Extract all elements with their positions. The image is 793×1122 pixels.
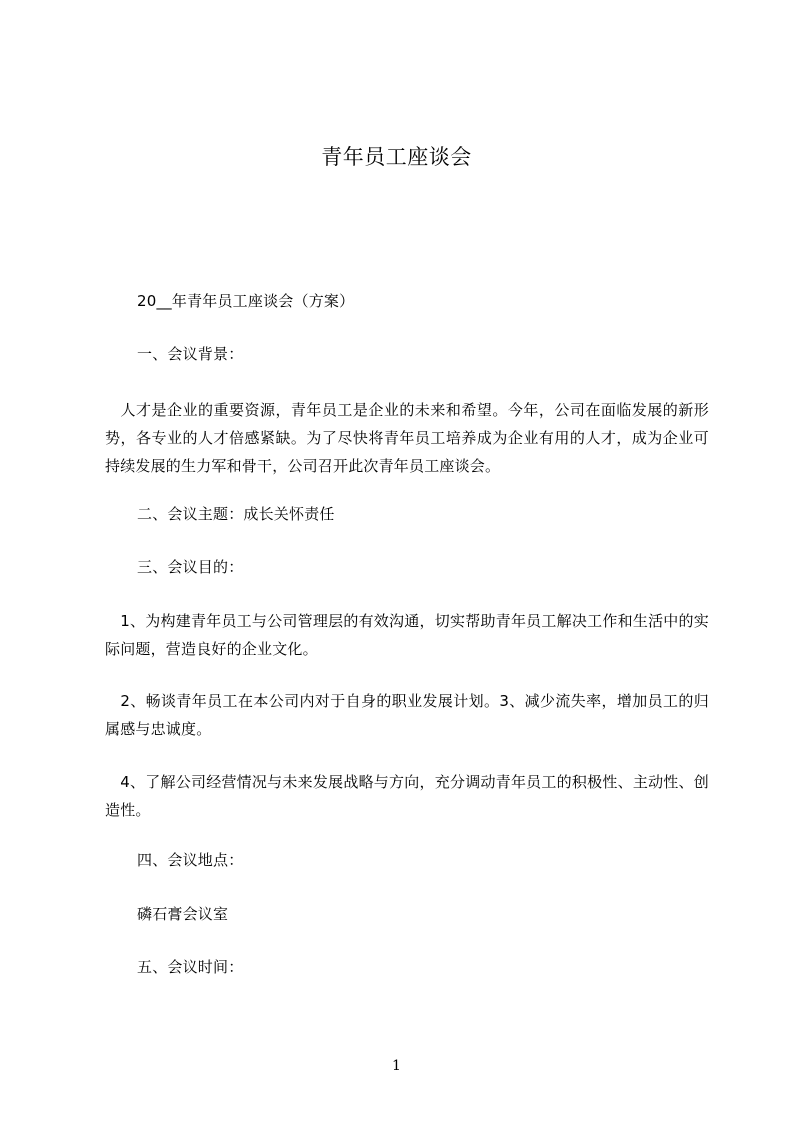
purpose-heading: 三、会议目的： xyxy=(137,558,244,576)
plan-subtitle: 20__年青年员工座谈会（方案） xyxy=(137,292,355,310)
background-heading: 一、会议背景： xyxy=(137,345,244,363)
time-heading: 五、会议时间： xyxy=(137,958,244,976)
theme-line: 二、会议主题：成长关怀责任 xyxy=(137,505,335,523)
location-heading: 四、会议地点： xyxy=(137,851,244,869)
document-title: 青年员工座谈会 xyxy=(321,145,472,169)
location-value: 磷石膏会议室 xyxy=(137,905,229,923)
background-paragraph: 人才是企业的重要资源，青年员工是企业的未来和希望。今年，公司在面临发展的新形势，各专业的人才倍感紧缺。为了尽快将青年员工培养成为企业有用的人才，成为企业可持续发展的生力军和骨干，公司召开此次青年员工座谈会。 xyxy=(105,401,709,475)
purpose-item-1: 1、为构建青年员工与公司管理层的有效沟通，切实帮助青年员工解决工作和生活中的实际问题，营造良好的企业文化。 xyxy=(105,612,709,658)
page-number: 1 xyxy=(392,1058,401,1074)
purpose-item-2-3: 2、畅谈青年员工在本公司内对于自身的职业发展计划。3、减少流失率，增加员工的归属感与忠诚度。 xyxy=(105,692,709,738)
purpose-item-4: 4、了解公司经营情况与未来发展战略与方向，充分调动青年员工的积极性、主动性、创造性。 xyxy=(105,773,709,819)
